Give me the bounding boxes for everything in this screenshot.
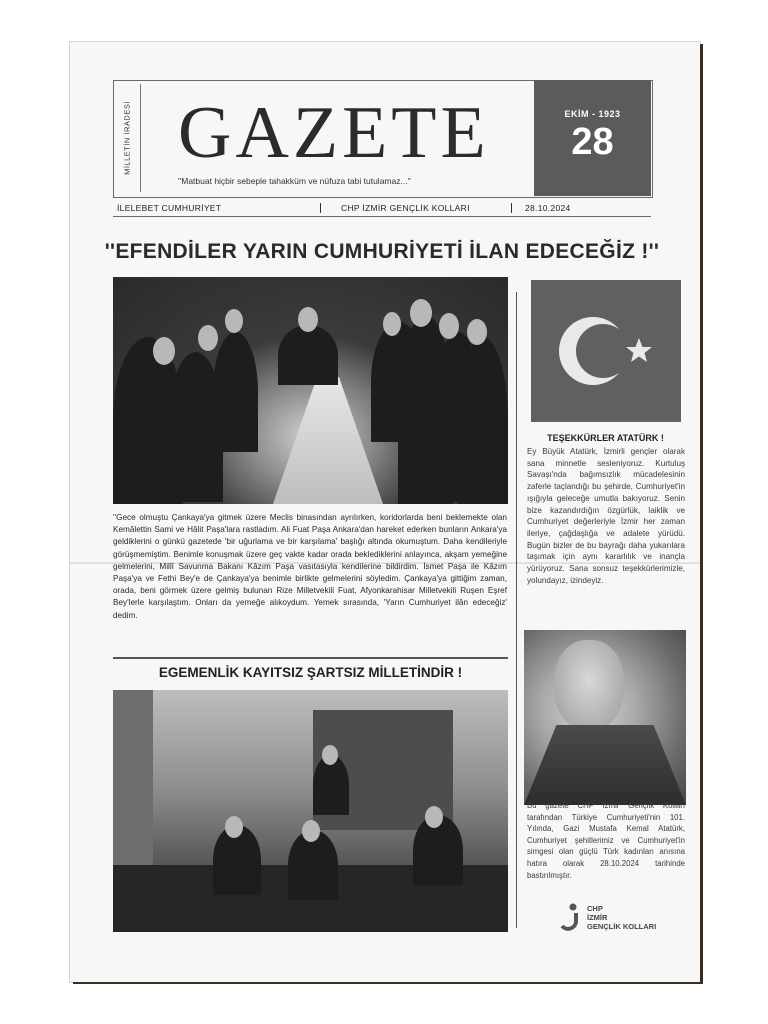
turkish-flag-image	[531, 280, 681, 422]
date-box	[534, 80, 651, 196]
photo-figure-head	[467, 319, 487, 345]
photo-figure-head	[225, 309, 243, 333]
logo-line-3: GENÇLİK KOLLARI	[587, 922, 657, 931]
strip-middle-text: CHP İZMİR GENÇLİK KOLLARI	[341, 203, 470, 213]
photo-figure-head	[425, 806, 443, 828]
logo-line-1: CHP	[587, 904, 603, 913]
logo-mark-icon	[559, 902, 581, 932]
ataturk-portrait	[524, 630, 686, 805]
parliament-photo	[113, 690, 508, 932]
sidebar-note: Bu gazete CHP İzmir Gençlik Kolları tarafından Türkiye Cumhuriyeti'nin 101. Yılında, Gazi Mustafa Kemal Atatürk, Cumhuriyet şehitlerimiz ve Cumhuriyet'in simgesi olan güçlü Türk kadınları anısına hatıra olarak 28.10.2024 tarihinde bastırılmıştır.	[527, 801, 685, 880]
photo-figure-head	[302, 820, 320, 842]
portrait-face	[554, 640, 624, 730]
section-rule	[113, 657, 508, 659]
photo-figure-head	[225, 816, 243, 838]
meeting-table	[273, 377, 383, 504]
photo-figure	[458, 337, 508, 504]
main-headline: ''EFENDİLER YARIN CUMHURİYETİ İLAN EDECEĞİZ !''	[104, 240, 660, 263]
photo-figure-head	[383, 312, 401, 336]
photo-figure-head	[298, 307, 318, 332]
chp-izmir-logo	[555, 900, 675, 936]
photo-figure-head	[153, 337, 175, 365]
date-day: 28	[571, 121, 614, 163]
date-month: EKİM - 1923	[564, 109, 621, 119]
photo-figure	[213, 332, 258, 452]
photo-figure-head	[322, 745, 338, 765]
assembly-meeting-photo	[113, 277, 508, 504]
portrait-coat	[524, 725, 686, 805]
masthead-divider	[140, 84, 141, 192]
masthead-motto: ''Matbuat hiçbir sebeple tahakküm ve nüfuza tabi tutulamaz...''	[178, 176, 411, 186]
photo-figure-head	[198, 325, 218, 351]
strip-separator	[320, 203, 321, 213]
logo-line-2: İZMİR	[587, 913, 608, 922]
sub-headline: EGEMENLİK KAYITSIZ ŞARTSIZ MİLLETİNDİR !	[158, 665, 463, 680]
crescent-star-icon	[531, 280, 681, 422]
masthead-strip	[113, 198, 651, 217]
sidebar-text: Ey Büyük Atatürk, İzmirli gençler olarak sana minnetle sesleniyoruz. Kurtuluş Savaşı'nda bağımsızlık mücadelesinin zaferle taçlandığı bu şehirde, Cumhuriyet'in ışığıyla geleceğe umutla bakıyoruz. Senin bize kazandırdığın özgürlük, laiklik ve Cumhuriyet değerleriyle İzmir her zaman ileriye, çağdaşlığa ve adalete yürüdü. Bugün bizler de bu bayrağı daha yukarılara taşımak için aynı kararlılık ve inançla yürüyoruz. Sana sonsuz teşekkürlerimizle, yolundayız, izindeyiz.	[527, 447, 685, 585]
strip-right-text: 28.10.2024	[525, 203, 571, 213]
logo-text	[587, 904, 656, 931]
column-divider	[516, 292, 517, 928]
strip-left-text: İLELEBET CUMHURİYET	[117, 203, 222, 213]
article-text: ''Gece olmuştu Çankaya'ya gitmek üzere Meclis binasından ayrılırken, koridorlarda beni beklemekte olan Kemâlettin Sami ve Hâlit Paşa'lara rastladım. Ali Fuat Paşa Ankara'dan hareket ederken bunların Ankara'ya geldiklerini o günkü gazetede 'bir uğurlama ve bir karşılama' başlığı altında okumuştum. Daha kendileriyle görüşmemiştim. Benimle konuşmak üzere geç vakte kadar orada beklediklerini anlayınca, akşam yemeğine gelmelerini, Millî Savunma Bakanı Kâzım Paşa vasıtasıyla kendilerine bildirdim. İsmet Paşa ile Kâzım Paşa'ya ve Fethi Bey'e de Çankaya'ya benimle birlikte gelmelerini söyledim. Çankaya'ya gittiğim zaman, orada, beni görmek üzere gelmiş bulunan Rize Milletvekili Fuat, Afyonkarahisar Milletvekili Ruşen Eşref Bey'lerle karşılaştım. Onları da yemeğe alıkoydum. Yemek sırasında, 'Yarın Cumhuriyet ilân edeceğiz' dedim.	[113, 513, 507, 620]
photo-figure	[278, 325, 338, 385]
photo-figure-head	[410, 299, 432, 327]
masthead-side-label: MİLLETİN İRADESİ	[122, 101, 132, 175]
strip-separator	[511, 203, 512, 213]
sidebar-title: TEŞEKKÜRLER ATATÜRK !	[547, 433, 664, 443]
photo-figure-head	[439, 313, 459, 339]
newspaper-title: GAZETE	[178, 92, 490, 174]
